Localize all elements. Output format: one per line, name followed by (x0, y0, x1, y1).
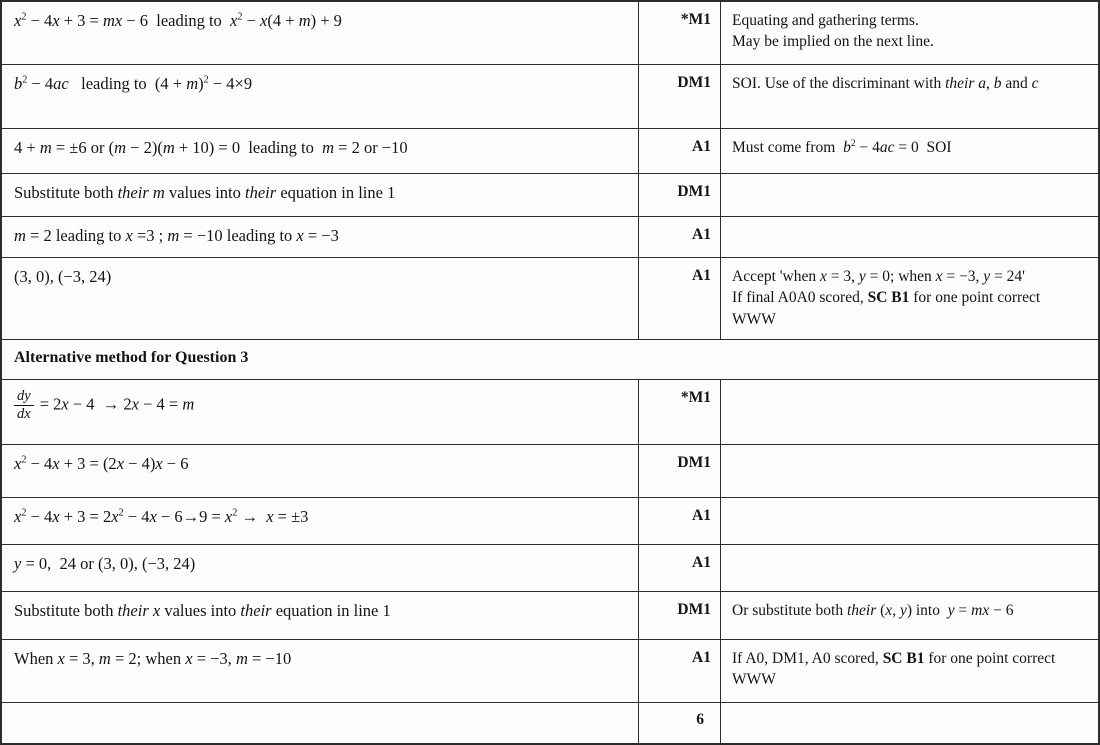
table-row (2, 217, 1098, 258)
working-cell: Substitute both their m values into their equation in line 1 (2, 174, 639, 216)
mark-cell: A1 (639, 129, 721, 173)
mark-cell: DM1 (639, 65, 721, 128)
fraction-dy-dx (14, 389, 34, 422)
table-row (2, 545, 1098, 592)
mark-cell: DM1 (639, 174, 721, 216)
mark-cell: A1 (639, 258, 721, 339)
mark-cell: *M1 (639, 2, 721, 64)
table-row (2, 380, 1098, 445)
table-row (2, 65, 1098, 129)
mark-cell: *M1 (639, 380, 721, 444)
comment-cell (721, 174, 1098, 216)
table-row (2, 592, 1098, 640)
working-cell: m = 2 leading to x =3 ; m = −10 leading to x = −3 (2, 217, 639, 257)
comment-cell: If A0, DM1, A0 scored, SC B1 for one point correct WWW (732, 650, 1056, 689)
table-row (2, 498, 1098, 545)
comment-cell (721, 545, 1098, 591)
table-row (2, 445, 1098, 498)
table-row (2, 174, 1098, 217)
comment-cell: Equating and gathering terms. May be implied on the next line. (732, 12, 934, 51)
section-header-row (2, 340, 1098, 380)
working-text: = 2x − 4 → 2x − 4 = m (39, 394, 195, 414)
table-row (2, 258, 1098, 340)
mark-cell: A1 (639, 498, 721, 544)
comment-cell (721, 445, 1098, 497)
comment-cell (721, 498, 1098, 544)
working-cell: $x^2 - 4x + 3 = 2x^2 - 4x - 6\to 9 = x^2 \to x = \pm 3$ (2, 498, 639, 544)
working-cell: $x^2 - 4x + 3$ = mx − 6 leading to $x^2 - x(4 + m) + 9$ (2, 2, 639, 64)
comment-cell: Accept 'when x = 3, y = 0; when x = −3, y = 24' If final A0A0 scored, SC B1 for one point correct WWW (732, 268, 1041, 328)
working-cell (2, 703, 639, 743)
table-row (2, 640, 1098, 703)
comment-cell: Must come from $b^2 - 4ac = 0$ SOI (732, 137, 952, 156)
total-row (2, 703, 1098, 743)
comment-cell (721, 380, 1098, 444)
comment-cell (721, 217, 1098, 257)
working-cell: When x = 3, m = 2; when x = −3, m = −10 (2, 640, 639, 702)
working-cell: $x^2 - 4x + 3 = (2x - 4)x - 6$ (2, 445, 639, 497)
table-row (2, 2, 1098, 65)
table-row (2, 129, 1098, 174)
fraction-denominator: dx (17, 406, 31, 423)
mark-cell: DM1 (639, 445, 721, 497)
comment-cell (721, 703, 1098, 743)
mark-cell: DM1 (639, 592, 721, 639)
mark-cell: A1 (639, 640, 721, 702)
mark-cell: A1 (639, 217, 721, 257)
total-marks-cell: 6 (639, 703, 721, 743)
alternative-method-heading: Alternative method for Question 3 (14, 349, 249, 366)
working-cell: Substitute both their x values into their equation in line 1 (2, 592, 639, 639)
working-cell: (3, 0), (−3, 24) (2, 258, 639, 339)
working-cell (2, 380, 639, 444)
working-cell: 4 + m = ±6 or (m − 2)(m + 10) = 0 leading to m = 2 or −10 (2, 129, 639, 173)
comment-cell: Or substitute both their (x, y) into y = mx − 6 (732, 602, 1014, 619)
working-cell: y = 0, 24 or (3, 0), (−3, 24) (2, 545, 639, 591)
fraction-numerator: dy (14, 389, 34, 406)
mark-cell: A1 (639, 545, 721, 591)
comment-cell: SOI. Use of the discriminant with their a, b and c (732, 75, 1039, 92)
working-cell: $b^2 - 4ac$ leading to $(4 + m)^2 - 4\times 9$ (2, 65, 639, 128)
